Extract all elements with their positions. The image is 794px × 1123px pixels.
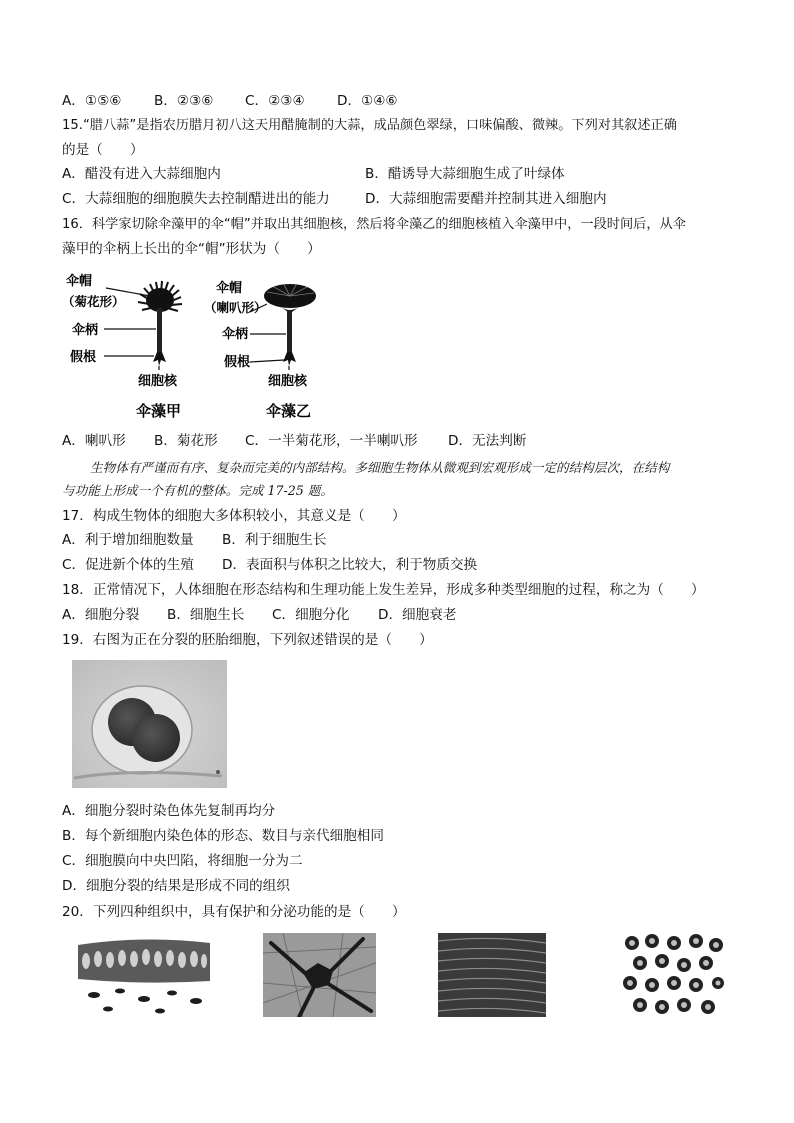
- q14-option-d[interactable]: D．①④⑥: [337, 93, 398, 109]
- q16-option-d[interactable]: D．无法判断: [448, 433, 527, 449]
- tissue-image-muscle[interactable]: [438, 933, 546, 1017]
- section-intro-line2: 与功能上形成一个有机的整体。完成 17-25 题。: [62, 483, 333, 498]
- q16-option-b[interactable]: B．菊花形: [154, 433, 218, 449]
- acetabularia-a-cap-label: 伞帽: [66, 274, 93, 289]
- q15-option-d[interactable]: D．大蒜细胞需要醋并控制其进入细胞内: [365, 191, 607, 207]
- q17-option-d[interactable]: D．表面积与体积之比较大，利于物质交换: [222, 557, 478, 573]
- q14-option-b[interactable]: B．②③⑥: [154, 93, 214, 109]
- embryo-cell-drawing: [72, 660, 227, 788]
- acetabularia-b-cap-type: （喇叭形）: [204, 300, 267, 315]
- q15-option-c[interactable]: C．大蒜细胞的细胞膜失去控制醋进出的能力: [62, 191, 330, 207]
- acetabularia-b-drawing: [264, 284, 316, 366]
- q19-option-d[interactable]: D．细胞分裂的结果是形成不同的组织: [62, 878, 290, 894]
- q17-stem: 17．构成生物体的细胞大多体积较小，其意义是（ ）: [62, 508, 406, 524]
- q16-option-c[interactable]: C．一半菊花形，一半喇叭形: [245, 433, 418, 449]
- acetabularia-b-nucleus-label: 细胞核: [268, 374, 308, 389]
- q19-option-c[interactable]: C．细胞膜向中央凹陷，将细胞一分为二: [62, 853, 303, 869]
- q18-option-a[interactable]: A．细胞分裂: [62, 607, 140, 623]
- blood-tissue-drawing: [622, 933, 724, 1017]
- nerve-tissue-drawing: [263, 933, 376, 1017]
- q18-option-d[interactable]: D．细胞衰老: [378, 607, 457, 623]
- q16-stem-line1: 16．科学家切除伞藻甲的伞“帽”并取出其细胞核，然后将伞藻乙的细胞核植入伞藻甲中，一段时间后，从伞: [62, 217, 686, 232]
- q15-option-a[interactable]: A．醋没有进入大蒜细胞内: [62, 166, 221, 182]
- acetabularia-a-drawing: [138, 281, 182, 366]
- acetabularia-a-name: 伞藻甲: [136, 402, 182, 420]
- q15-stem-line1: 15.“腊八蒜”是指农历腊月初八这天用醋腌制的大蒜，成品颜色翠绿，口味偏酸、微辣。下列对其叙述正确: [62, 118, 677, 133]
- q16-option-a[interactable]: A．喇叭形: [62, 433, 126, 449]
- q20-stem: 20．下列四种组织中，具有保护和分泌功能的是（ ）: [62, 904, 406, 920]
- acetabularia-b-rhizoid-label: 假根: [224, 355, 251, 370]
- acetabularia-b-cap-label: 伞帽: [216, 281, 243, 296]
- q18-option-c[interactable]: C．细胞分化: [272, 607, 350, 623]
- q17-option-b[interactable]: B．利于细胞生长: [222, 532, 327, 548]
- tissue-image-epithelial[interactable]: [74, 933, 214, 1017]
- acetabularia-a-rhizoid-label: 假根: [70, 350, 97, 365]
- q17-option-a[interactable]: A．利于增加细胞数量: [62, 532, 194, 548]
- q15-stem-line2: 的是（ ）: [62, 142, 144, 158]
- embryo-cell-photo: [72, 660, 227, 788]
- acetabularia-b-name: 伞藻乙: [266, 402, 312, 420]
- q18-option-b[interactable]: B．细胞生长: [167, 607, 245, 623]
- acetabularia-figure: [62, 266, 332, 424]
- q15-option-b[interactable]: B．醋诱导大蒜细胞生成了叶绿体: [365, 166, 565, 182]
- section-intro-line1: 生物体有严谨而有序、复杂而完美的内部结构。多细胞生物体从微观到宏观形成一定的结构层次，在结构: [90, 460, 670, 475]
- q18-stem: 18．正常情况下，人体细胞在形态结构和生理功能上发生差异，形成多种类型细胞的过程，称之为（ ）: [62, 582, 705, 598]
- acetabularia-a-stalk-label: 伞柄: [72, 323, 99, 338]
- q16-stem-line2: 藻甲的伞柄上长出的伞“帽”形状为（ ）: [62, 241, 321, 257]
- muscle-tissue-drawing: [438, 933, 546, 1017]
- q14-option-c[interactable]: C．②③④: [245, 93, 305, 109]
- q17-option-c[interactable]: C．促进新个体的生殖: [62, 557, 194, 573]
- acetabularia-a-nucleus-label: 细胞核: [138, 374, 178, 389]
- acetabularia-diagram: [62, 266, 332, 424]
- acetabularia-a-cap-type: （菊花形）: [62, 294, 125, 309]
- epithelial-tissue-drawing: [74, 933, 214, 1017]
- acetabularia-b-stalk-label: 伞柄: [222, 327, 249, 342]
- q14-option-a[interactable]: A．①⑤⑥: [62, 93, 122, 109]
- tissue-image-nerve[interactable]: [263, 933, 376, 1017]
- q19-stem: 19．右图为正在分裂的胚胎细胞，下列叙述错误的是（ ）: [62, 632, 433, 648]
- q19-option-b[interactable]: B．每个新细胞内染色体的形态、数目与亲代细胞相同: [62, 828, 384, 844]
- tissue-image-blood[interactable]: [622, 933, 724, 1017]
- q19-option-a[interactable]: A．细胞分裂时染色体先复制再均分: [62, 803, 276, 819]
